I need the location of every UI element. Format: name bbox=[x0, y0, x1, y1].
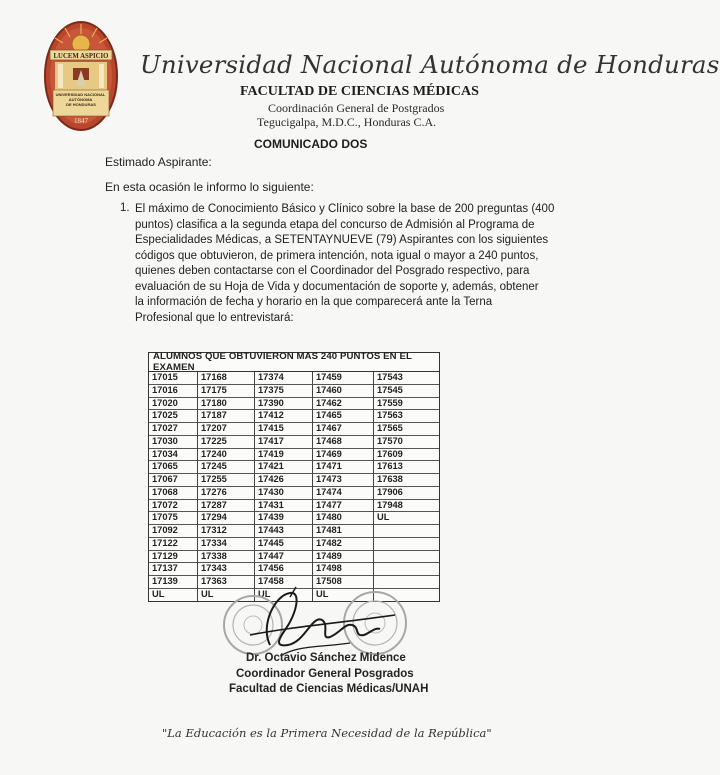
table-cell: 17948 bbox=[374, 500, 439, 513]
svg-text:UNIVERSIDAD NACIONAL A: UNIVERSIDAD NACIONAL AUTÓNOMA DE HONDURAS bbox=[55, 92, 106, 107]
table-cell: 17480 bbox=[313, 512, 373, 525]
table-cell: 17481 bbox=[313, 525, 373, 538]
table-cell: 17565 bbox=[374, 423, 439, 436]
table-cell: 17065 bbox=[149, 461, 197, 474]
faculty-name: FACULTAD DE CIENCIAS MÉDICAS bbox=[240, 84, 479, 99]
table-cell: 17474 bbox=[313, 487, 373, 500]
seal-year: 1847 bbox=[74, 117, 88, 125]
university-seal bbox=[43, 20, 119, 132]
table-cell: 17180 bbox=[198, 398, 254, 411]
table-cell: 17139 bbox=[149, 576, 197, 589]
paragraph-line: quienes deben contactarse con el Coordinador del Posgrado respectivo, para bbox=[135, 265, 530, 277]
greeting: Estimado Aspirante: bbox=[105, 155, 212, 169]
table-cell: 17458 bbox=[255, 576, 312, 589]
table-cell: 17467 bbox=[313, 423, 373, 436]
table-cell: 17075 bbox=[149, 512, 197, 525]
table-cell: 17225 bbox=[198, 436, 254, 449]
table-cell: UL bbox=[258, 588, 271, 599]
table-cell: 17027 bbox=[149, 423, 197, 436]
table-cell: UL bbox=[152, 588, 165, 599]
table-cell: 17459 bbox=[313, 372, 373, 385]
table-cell: 17417 bbox=[255, 436, 312, 449]
table-column bbox=[198, 372, 255, 601]
table-cell: 17276 bbox=[198, 487, 254, 500]
table-title: ALUMNOS QUE OBTUVIERON MAS 240 PUNTOS EN EL EXAMEN bbox=[149, 353, 439, 372]
table-cell: 17168 bbox=[198, 372, 254, 385]
table-cell: 17072 bbox=[149, 500, 197, 513]
table-cell: 17245 bbox=[198, 461, 254, 474]
intro-text: En esta ocasión le informo lo siguiente: bbox=[105, 180, 314, 194]
table-cell: 17338 bbox=[198, 551, 254, 564]
table-cell bbox=[374, 563, 439, 576]
table-cell: 17543 bbox=[374, 372, 439, 385]
coordination-name: Coordinación General de Postgrados bbox=[268, 101, 445, 115]
table-cell: 17462 bbox=[313, 398, 373, 411]
table-cell: 17443 bbox=[255, 525, 312, 538]
table-cell: 17334 bbox=[198, 538, 254, 551]
seal-motto: LUCEM ASPICIO bbox=[53, 53, 109, 60]
paragraph-line: Profesional que lo entrevistará: bbox=[135, 311, 294, 324]
table-cell: 17415 bbox=[255, 423, 312, 436]
table-cell bbox=[374, 525, 439, 538]
table-cell: 17419 bbox=[255, 449, 312, 462]
table-cell: 17175 bbox=[198, 385, 254, 398]
table-cell: 17187 bbox=[198, 410, 254, 423]
communique-heading: COMUNICADO DOS bbox=[254, 137, 368, 151]
table-cell: 17129 bbox=[149, 551, 197, 564]
table-cell: 17034 bbox=[149, 449, 197, 462]
table-cell: 17343 bbox=[198, 563, 254, 576]
table-cell: 17613 bbox=[374, 461, 439, 474]
table-cell: 17390 bbox=[255, 398, 312, 411]
item-number: 1. bbox=[120, 202, 130, 214]
table-cell: 17426 bbox=[255, 474, 312, 487]
table-cell: 17465 bbox=[313, 410, 373, 423]
table-cell: 17030 bbox=[149, 436, 197, 449]
table-cell: 17609 bbox=[374, 449, 439, 462]
item-paragraph bbox=[135, 202, 555, 326]
signatory-name: Dr. Octavio Sánchez Midence bbox=[246, 652, 406, 664]
table-cell: 17374 bbox=[255, 372, 312, 385]
table-cell: 17068 bbox=[149, 487, 197, 500]
paragraph-line: evaluación de su Hoja de Vida y documentación de soporte y, además, obtener bbox=[135, 280, 539, 293]
table-cell: 17122 bbox=[149, 538, 197, 551]
table-cell: 17025 bbox=[149, 410, 197, 423]
paragraph-line: la información de fecha y horario en la que comparecerá ante la Terna bbox=[135, 296, 493, 308]
table-cell: 17137 bbox=[149, 563, 197, 576]
table-column bbox=[313, 372, 374, 601]
signatory-faculty: Facultad de Ciencias Médicas/UNAH bbox=[229, 683, 429, 695]
table-cell: 17092 bbox=[149, 525, 197, 538]
table-cell bbox=[374, 538, 439, 551]
table-cell: 17207 bbox=[198, 423, 254, 436]
table-cell: 17545 bbox=[374, 385, 439, 398]
table-cell: 17638 bbox=[374, 474, 439, 487]
table-cell: 17375 bbox=[255, 385, 312, 398]
table-cell: 17240 bbox=[198, 449, 254, 462]
table-cell: 17363 bbox=[198, 576, 254, 589]
table-cell: 17287 bbox=[198, 500, 254, 513]
table-cell: 17489 bbox=[313, 551, 373, 564]
table-cell: 17460 bbox=[313, 385, 373, 398]
table-cell: 17439 bbox=[255, 512, 312, 525]
table-cell: 17570 bbox=[374, 436, 439, 449]
university-name: Universidad Nacional Autónoma de Honduras bbox=[140, 50, 720, 79]
table-column bbox=[374, 372, 439, 601]
table-cell: 17447 bbox=[255, 551, 312, 564]
table-cell: 17473 bbox=[313, 474, 373, 487]
table-cell: 17412 bbox=[255, 410, 312, 423]
results-table bbox=[148, 352, 440, 602]
city-address: Tegucigalpa, M.D.C., Honduras C.A. bbox=[257, 115, 437, 129]
table-cell: 17477 bbox=[313, 500, 373, 513]
table-cell: 17468 bbox=[313, 436, 373, 449]
table-cell: 17906 bbox=[374, 487, 439, 500]
table-cell: 17469 bbox=[313, 449, 373, 462]
table-cell: 17430 bbox=[255, 487, 312, 500]
table-column bbox=[149, 372, 198, 601]
paragraph-line: El máximo de Conocimiento Básico y Clínico sobre la base de 200 preguntas (400 bbox=[135, 203, 555, 215]
table-cell: 17067 bbox=[149, 474, 197, 487]
table-cell: 17445 bbox=[255, 538, 312, 551]
table-cell: UL bbox=[201, 588, 214, 599]
table-cell bbox=[374, 551, 439, 564]
table-cell: 17020 bbox=[149, 398, 197, 411]
table-cell: UL bbox=[374, 512, 439, 525]
table-cell: 17482 bbox=[313, 538, 373, 551]
table-cell: 17016 bbox=[149, 385, 197, 398]
table-cell: 17015 bbox=[149, 372, 197, 385]
table-cell: 17471 bbox=[313, 461, 373, 474]
table-cell: 17255 bbox=[198, 474, 254, 487]
table-columns bbox=[149, 372, 439, 601]
table-cell: UL bbox=[316, 588, 329, 599]
table-cell: 17294 bbox=[198, 512, 254, 525]
table-cell: 17508 bbox=[313, 576, 373, 589]
paragraph-line: puntos) clasifica a la segunda etapa del concurso de Admisión al Programa de bbox=[135, 218, 535, 231]
table-cell: 17312 bbox=[198, 525, 254, 538]
table-cell: 17456 bbox=[255, 563, 312, 576]
footer-motto: "La Educación es la Primera Necesidad de la República" bbox=[162, 726, 492, 740]
table-cell: 17563 bbox=[374, 410, 439, 423]
paragraph-line: códigos que obtuvieron, de primera intención, nota igual o mayor a 240 puntos, bbox=[135, 249, 539, 262]
table-cell: 17431 bbox=[255, 500, 312, 513]
paragraph-line: Especialidades Médicas, a SETENTAYNUEVE (79) Aspirantes con los siguientes bbox=[135, 234, 549, 246]
signatory-role: Coordinador General Posgrados bbox=[236, 668, 414, 680]
table-cell: 17498 bbox=[313, 563, 373, 576]
table-cell: 17421 bbox=[255, 461, 312, 474]
table-column bbox=[255, 372, 313, 601]
table-cell: 17559 bbox=[374, 398, 439, 411]
